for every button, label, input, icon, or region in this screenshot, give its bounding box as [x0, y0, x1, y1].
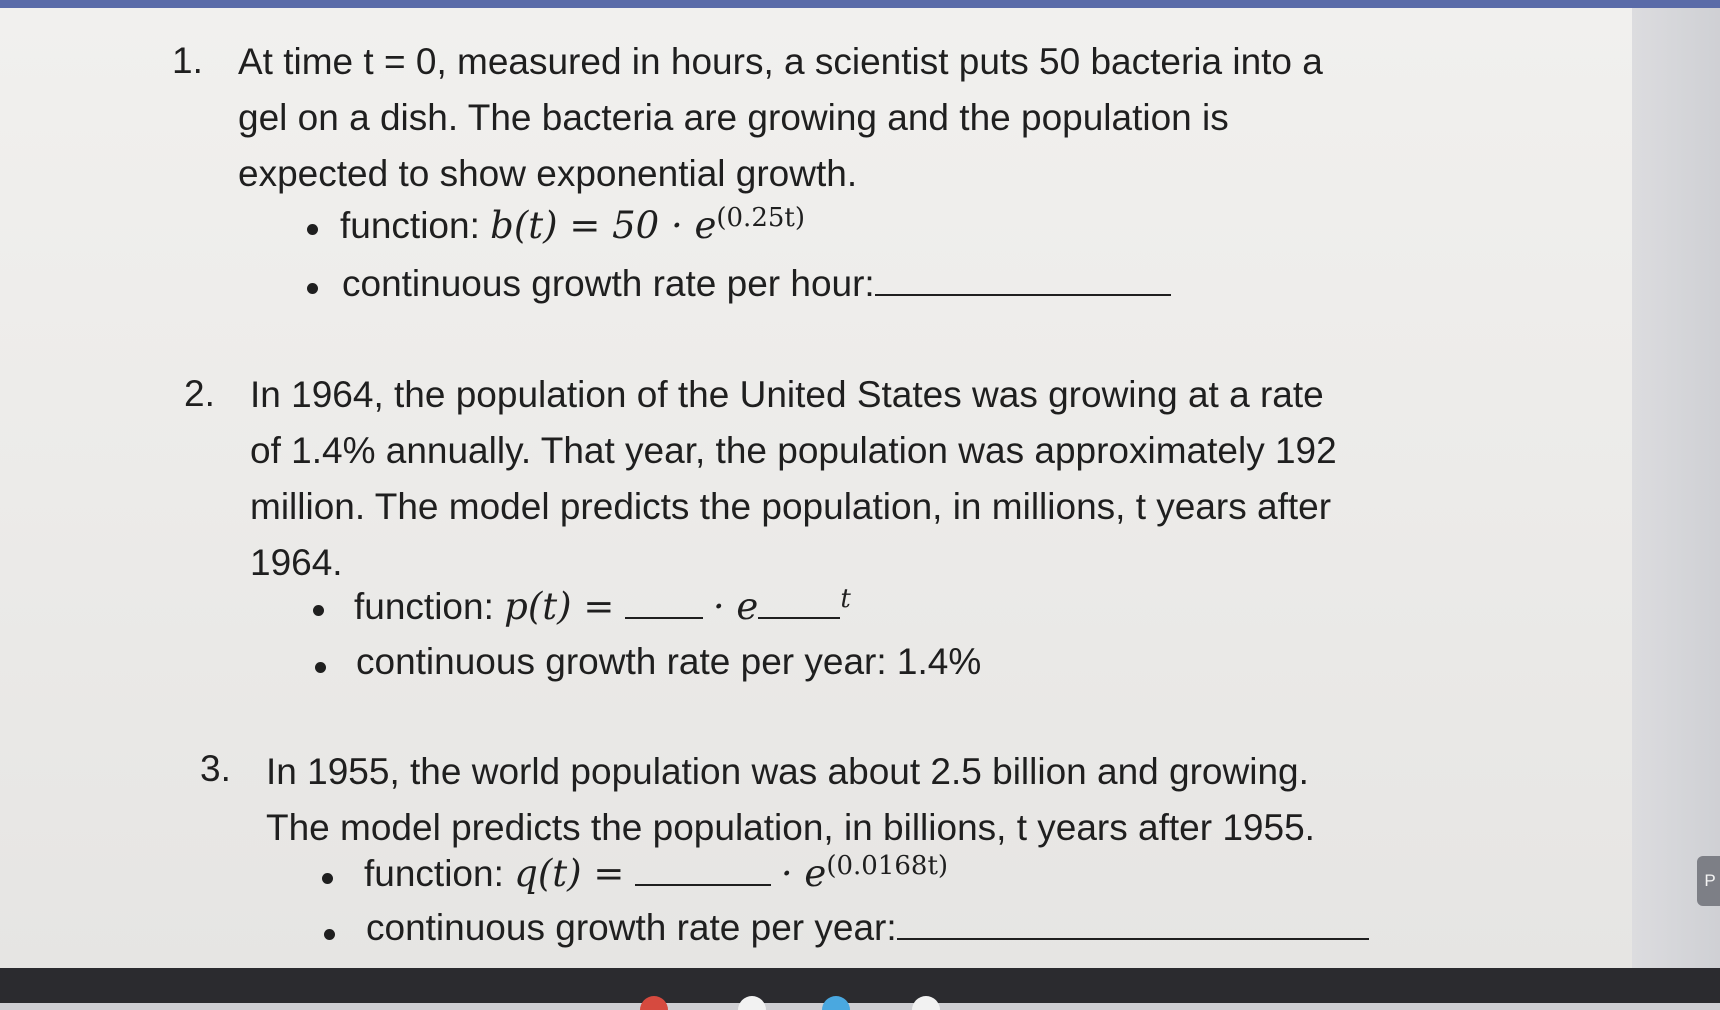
function-formula: q(t) =: [514, 852, 625, 895]
window-right-margin: [1632, 8, 1720, 968]
rate-item: [342, 262, 1171, 306]
bullet-icon: [313, 605, 324, 616]
side-panel-tab[interactable]: P: [1697, 856, 1720, 906]
problem-text-line: of 1.4% annually. That year, the population was approximately 192: [250, 430, 1337, 471]
function-base: · e: [780, 852, 827, 895]
problem-text-line: gel on a dish. The bacteria are growing and the population is: [238, 97, 1229, 138]
function-formula: b(t) = 50 · e: [490, 204, 717, 247]
bullet-icon: [307, 224, 318, 235]
function-item: [364, 852, 948, 896]
problem-text: [266, 744, 1315, 856]
function-label: function:: [354, 586, 494, 627]
problem-text-line: In 1964, the population of the United States was growing at a rate: [250, 374, 1324, 415]
top-accent-bar: [0, 0, 1720, 8]
rate-item: [366, 906, 1369, 950]
problem-text-line: At time t = 0, measured in hours, a scientist puts 50 bacteria into a: [238, 41, 1323, 82]
function-formula: p(t) =: [504, 585, 615, 628]
problem-text-line: In 1955, the world population was about 2.5 billion and growing.: [266, 751, 1309, 792]
function-base: · e: [712, 585, 759, 628]
function-exponent: t: [840, 584, 851, 614]
problem-text: [250, 367, 1337, 591]
bullet-icon: [322, 873, 333, 884]
problem-text-line: The model predicts the population, in billions, t years after 1955.: [266, 807, 1315, 848]
rate-label: continuous growth rate per hour:: [342, 263, 875, 304]
answer-blank[interactable]: [635, 878, 771, 886]
rate-label: continuous growth rate per year:: [366, 907, 897, 948]
function-label: function:: [364, 853, 504, 894]
bullet-icon: [307, 283, 318, 294]
bullet-icon: [324, 929, 335, 940]
taskbar: [0, 968, 1720, 1003]
function-item: [354, 585, 851, 629]
rate-item: continuous growth rate per year: 1.4%: [356, 641, 982, 682]
answer-blank[interactable]: [758, 611, 840, 619]
problem-number: 2.: [184, 373, 215, 414]
answer-blank[interactable]: [875, 288, 1171, 296]
problem-text: [238, 34, 1323, 202]
function-label: function:: [340, 205, 480, 246]
answer-blank[interactable]: [625, 611, 703, 619]
answer-blank[interactable]: [897, 932, 1369, 940]
function-exponent: (0.25t): [716, 203, 806, 233]
problem-text-line: expected to show exponential growth.: [238, 153, 858, 194]
problem-text-line: 1964.: [250, 542, 343, 583]
function-exponent: (0.0168t): [826, 851, 949, 881]
bullet-icon: [315, 662, 326, 673]
problem-text-line: million. The model predicts the population, in millions, t years after: [250, 486, 1332, 527]
problem-number: 3.: [200, 748, 231, 789]
function-item: [340, 204, 805, 248]
problem-number: 1.: [172, 40, 203, 81]
